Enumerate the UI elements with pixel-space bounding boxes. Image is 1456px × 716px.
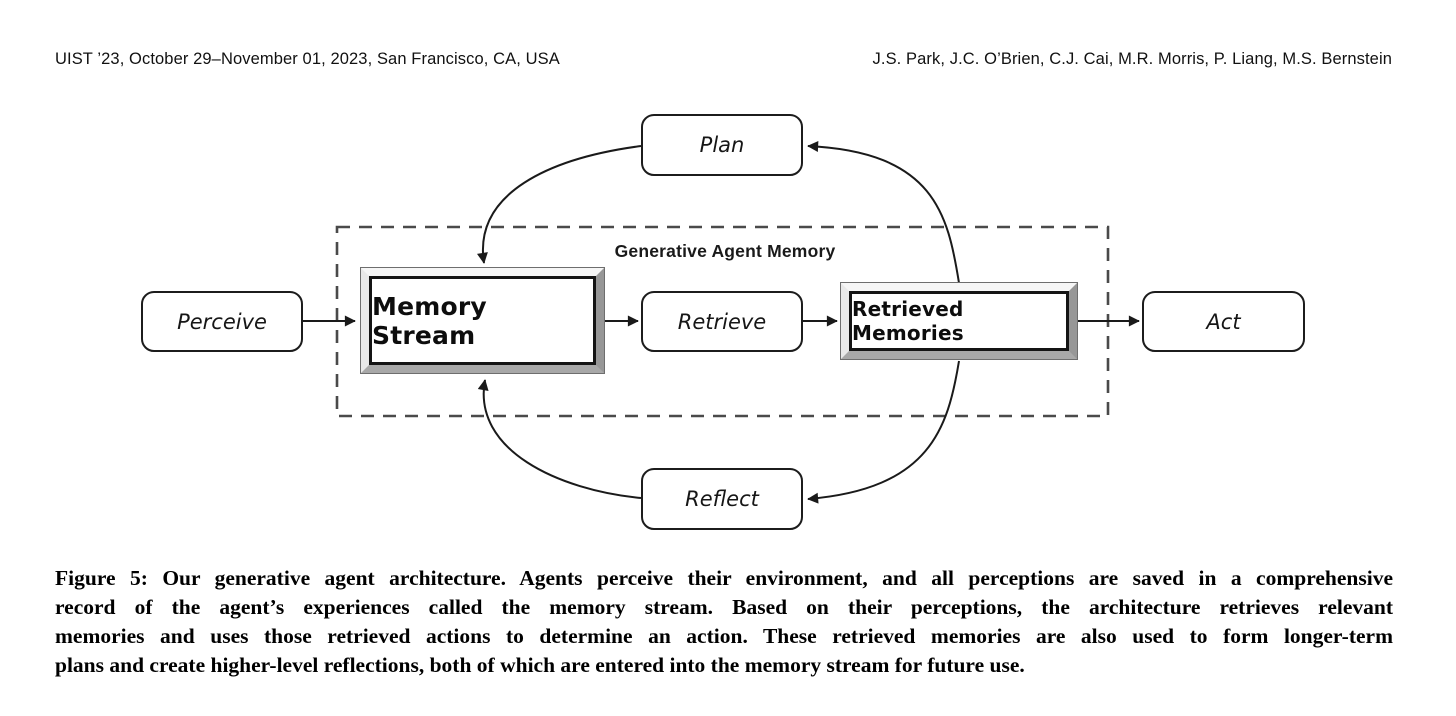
node-retrieve xyxy=(641,291,803,352)
caption-line-2: record of the agent’s experiences called the memory stream. Based on their perceptions, the architecture retrieves relevant xyxy=(55,595,1393,619)
node-reflect xyxy=(641,468,803,530)
figure-caption xyxy=(55,564,1393,680)
node-retrieved-memories xyxy=(840,282,1078,360)
caption-line-3: memories and uses those retrieved actions to determine an action. These retrieved memories are also used to form longer-term xyxy=(55,624,1393,648)
node-plan xyxy=(641,114,803,176)
edge-retrieved-memories-to-reflect xyxy=(808,361,959,499)
memory-stream-bevel-frame xyxy=(361,268,604,373)
edge-retrieved-memories-to-plan xyxy=(808,146,959,283)
node-perceive xyxy=(141,291,303,352)
node-plan-label: Plan xyxy=(699,133,745,157)
running-header-conference: UIST ’23, October 29–November 01, 2023, San Francisco, CA, USA xyxy=(55,50,560,68)
generative-agent-memory-label: Generative Agent Memory xyxy=(614,241,836,261)
node-memory-stream-label: Memory Stream xyxy=(372,291,487,350)
node-retrieve-label: Retrieve xyxy=(677,309,767,334)
node-act-label: Act xyxy=(1206,309,1241,334)
node-act xyxy=(1142,291,1305,352)
running-header-authors: J.S. Park, J.C. O’Brien, C.J. Cai, M.R. Morris, P. Liang, M.S. Bernstein xyxy=(872,50,1392,68)
node-reflect-label: Reflect xyxy=(685,487,759,511)
edge-reflect-to-memory-stream xyxy=(484,380,641,498)
node-perceive-label: Perceive xyxy=(177,309,267,334)
node-memory-stream xyxy=(360,267,605,374)
node-retrieved-memories-label: Retrieved Memories xyxy=(852,297,964,345)
retrieved-memories-bevel-frame xyxy=(841,283,1077,359)
caption-line-1: Figure 5: Our generative agent architecture. Agents perceive their environment, and all perceptions are saved in a comprehensive xyxy=(55,566,1393,590)
caption-line-4: plans and create higher-level reflections, both of which are entered into the memory stream for future use. xyxy=(55,653,1025,677)
